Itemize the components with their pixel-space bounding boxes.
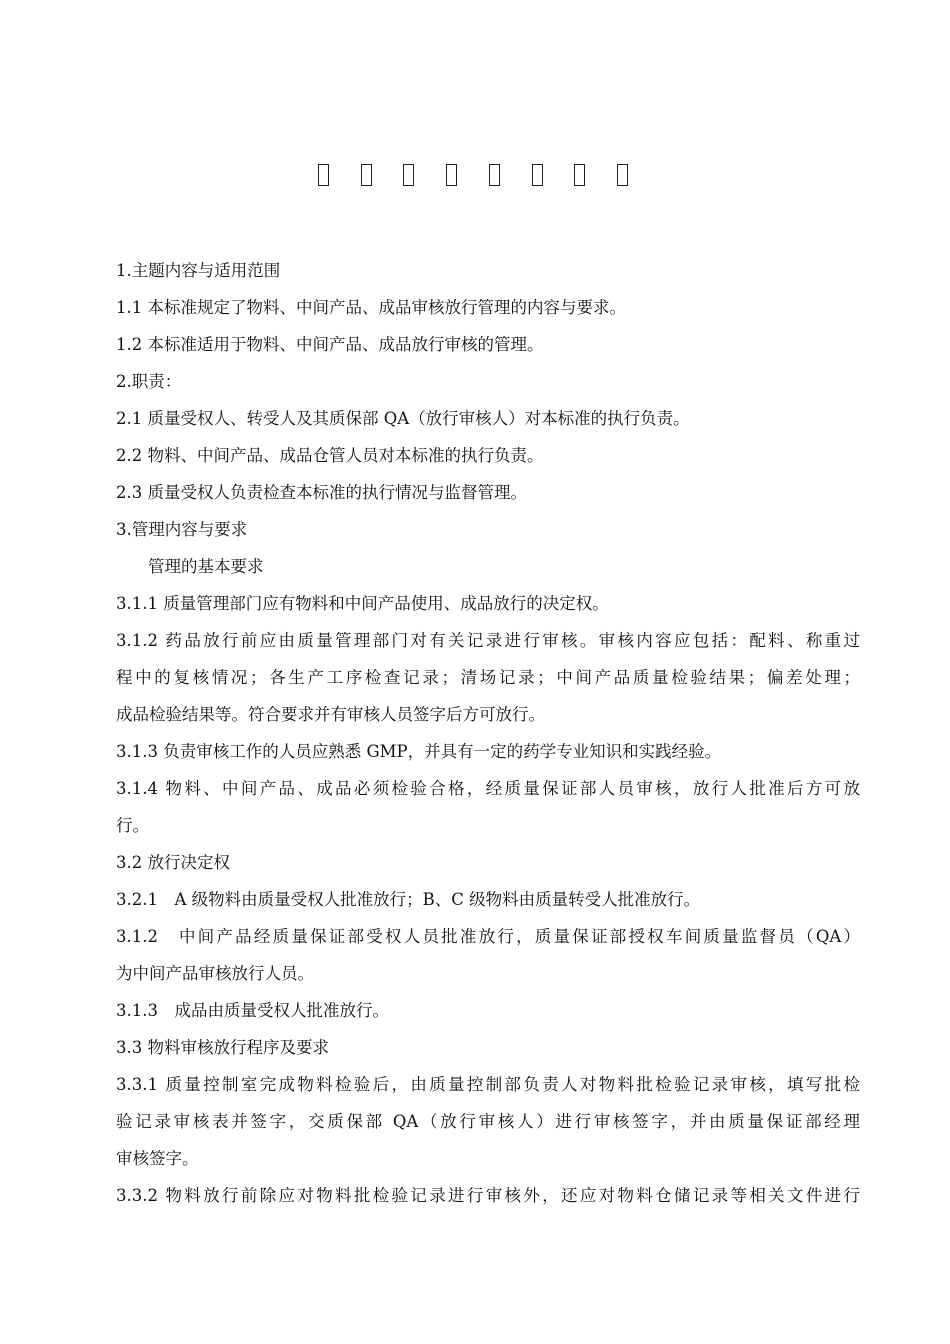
- paragraph-line: 3.3.2 物料放行前除应对物料批检验记录进行审核外，还应对物料仓储记录等相关文件进行: [116, 1186, 860, 1205]
- title-glyph: [318, 164, 329, 186]
- paragraph-line: 2.1 质量受权人、转受人及其质保部 QA（放行审核人）对本标准的执行负责。: [116, 409, 690, 428]
- paragraph-line: 3.3.1 质量控制室完成物料检验后，由质量控制部负责人对物料批检验记录审核，填写批检: [116, 1075, 860, 1094]
- title-glyph: [574, 164, 585, 186]
- section-heading: 2.职责：: [116, 372, 182, 391]
- paragraph-line: 为中间产品审核放行人员。: [116, 964, 314, 983]
- paragraph-line: 3.1.3 成品由质量受权人批准放行。: [116, 1001, 389, 1020]
- title-glyph: [489, 164, 500, 186]
- paragraph-line: 3.1.4 物料、中间产品、成品必须检验合格，经质量保证部人员审核，放行人批准后方可放: [116, 779, 860, 798]
- paragraph-line: 3.1.2 药品放行前应由质量管理部门对有关记录进行审核。审核内容应包括：配料、称重过: [116, 631, 860, 650]
- paragraph-line: 3.1.2 中间产品经质量保证部受权人员批准放行，质量保证部授权车间质量监督员（QA）: [116, 927, 860, 946]
- paragraph-line: 行。: [116, 816, 149, 835]
- title-glyph: [361, 164, 372, 186]
- paragraph-line: 审核签字。: [116, 1149, 199, 1168]
- section-heading: 3.管理内容与要求: [116, 520, 248, 539]
- paragraph-line: 3.2.1 A 级物料由质量受权人批准放行；B、C 级物料由质量转受人批准放行。: [116, 890, 701, 909]
- paragraph-line: 2.2 物料、中间产品、成品仓管人员对本标准的执行负责。: [116, 446, 544, 465]
- subsection-heading: 管理的基本要求: [148, 557, 264, 576]
- section-heading: 3.3 物料审核放行程序及要求: [116, 1038, 329, 1057]
- paragraph-line: 1.1 本标准规定了物料、中间产品、成品审核放行管理的内容与要求。: [116, 298, 626, 317]
- paragraph-line: 程中的复核情况；各生产工序检查记录；清场记录；中间产品质量检验结果；偏差处理；: [116, 668, 860, 687]
- document-title: [318, 160, 628, 190]
- paragraph-line: 1.2 本标准适用于物料、中间产品、成品放行审核的管理。: [116, 335, 544, 354]
- paragraph-line: 验记录审核表并签字，交质保部 QA（放行审核人）进行审核签字，并由质量保证部经理: [116, 1112, 860, 1131]
- paragraph-line: 3.1.1 质量管理部门应有物料和中间产品使用、成品放行的决定权。: [116, 594, 609, 613]
- title-glyph: [403, 164, 414, 186]
- title-glyph: [617, 164, 628, 186]
- title-glyph: [532, 164, 543, 186]
- section-heading: 1.主题内容与适用范围: [116, 261, 281, 280]
- paragraph-line: 3.1.3 负责审核工作的人员应熟悉 GMP，并具有一定的药学专业知识和实践经验。: [116, 742, 722, 761]
- paragraph-line: 成品检验结果等。符合要求并有审核人员签字后方可放行。: [116, 705, 545, 724]
- section-heading: 3.2 放行决定权: [116, 853, 230, 872]
- paragraph-line: 2.3 质量受权人负责检查本标准的执行情况与监督管理。: [116, 483, 527, 502]
- document-body: [116, 252, 860, 1214]
- title-glyph: [446, 164, 457, 186]
